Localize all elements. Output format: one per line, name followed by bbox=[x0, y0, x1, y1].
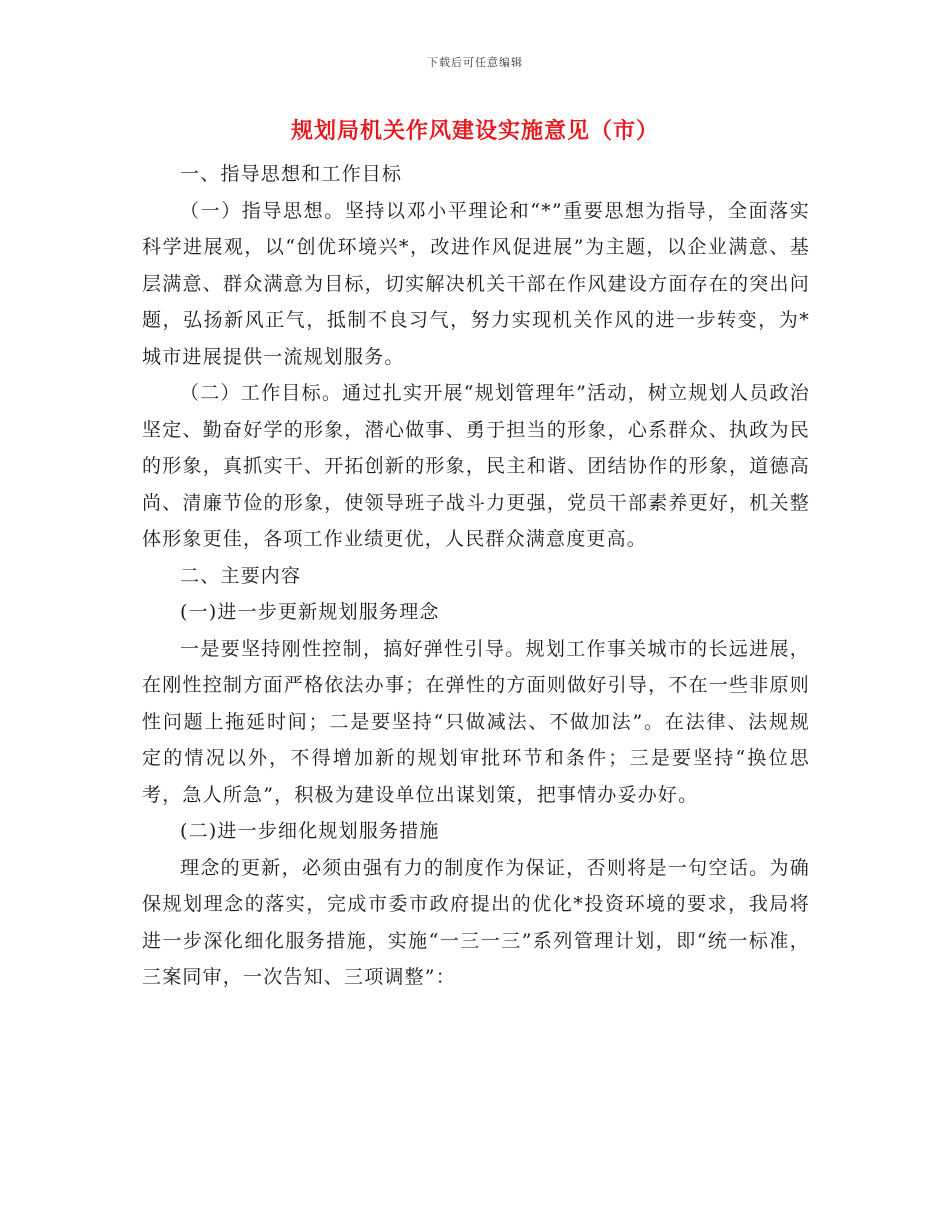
section-1-heading: 一、指导思想和工作目标 bbox=[180, 163, 403, 185]
document-body bbox=[142, 156, 810, 996]
subsection-1-heading: (一)进一步更新规划服务理念 bbox=[180, 601, 440, 623]
subsection-2-heading: (二)进一步细化规划服务措施 bbox=[180, 820, 440, 842]
service-measures-paragraph: 理念的更新，必须由强有力的制度作为保证，否则将是一句空话。为确保规划理念的落实，完成市委市政府提出的优化*投资环境的要求，我局将进一步深化细化服务措施，实施“一三一三”系列管理计划，即“统一标准，三案同审，一次告知、三项调整”： bbox=[142, 856, 810, 988]
section-2-heading: 二、主要内容 bbox=[180, 564, 302, 587]
work-goal-paragraph: （二）工作目标。通过扎实开展“规划管理年”活动，树立规划人员政治坚定、勤奋好学的形象，潜心做事、勇于担当的形象，心系群众、执政为民的形象，真抓实干、开拓创新的形象，民主和谐、团结协作的形象，道德高尚、清廉节俭的形象，使领导班子战斗力更强，党员干部素养更好，机关整体形象更佳，各项工作业绩更优，人民群众满意度更高。 bbox=[142, 382, 810, 550]
document-title: 规划局机关作风建设实施意见（市） bbox=[290, 118, 659, 144]
guiding-thought-paragraph: （一）指导思想。坚持以邓小平理论和“*”重要思想为指导，全面落实科学进展观，以“创优环境兴*，改进作风促进展”为主题，以企业满意、基层满意、群众满意为目标，切实解决机关干部在作风建设方面存在的突出问题，弘扬新风正气，抵制不良习气，努力实现机关作风的进一步转变，为*城市进展提供一流规划服务。 bbox=[142, 199, 810, 368]
service-concept-paragraph: 一是要坚持刚性控制，搞好弹性引导。规划工作事关城市的长远进展，在刚性控制方面严格依法办事；在弹性的方面则做好引导，不在一些非原则性问题上拖延时间；二是要坚持“只做减法、不做加法”。在法律、法规规定的情况以外，不得增加新的规划审批环节和条件；三是要坚持“换位思考，急人所急”，积极为建设单位出谋划策，把事情办妥办好。 bbox=[142, 637, 810, 806]
header-note: 下载后可任意编辑 bbox=[427, 56, 523, 69]
